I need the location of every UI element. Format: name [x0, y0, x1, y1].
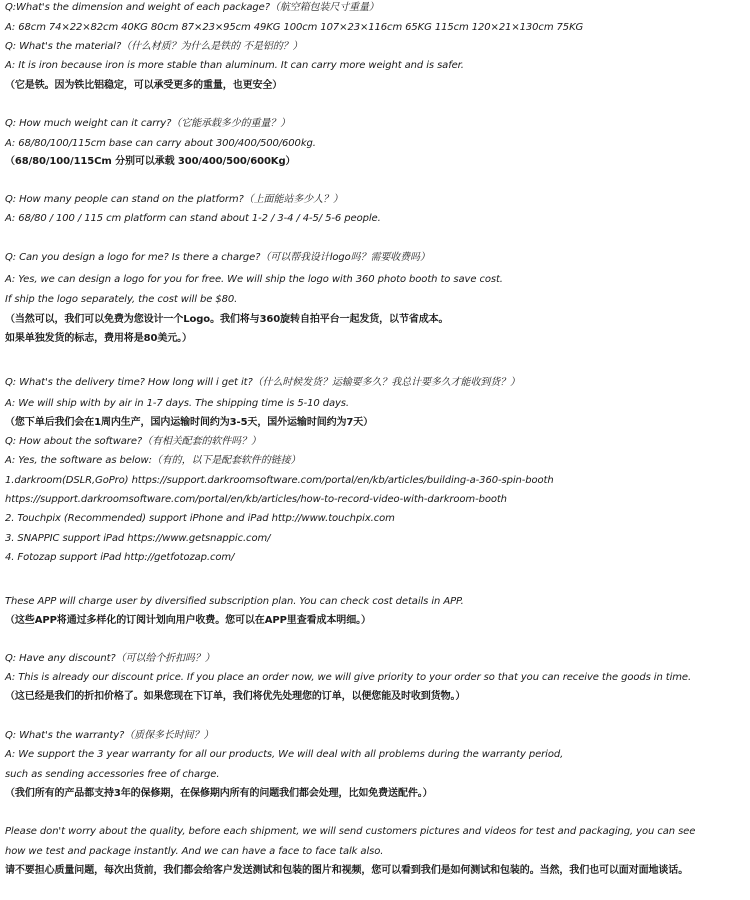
faq-answer-warranty-cont: such as sending accessories free of charge. [5, 769, 220, 780]
software-item-touchpix: 2. Touchpix (Recommended) support iPhone and iPad http://www.touchpix.com [5, 513, 395, 524]
software-item-darkroom: 1.darkroom(DSLR,GoPro) https://support.darkroomsoftware.com/portal/en/kb/articles/building-a-360-spin-booth [5, 475, 554, 486]
faq-answer-software: A: Yes, the software as below:（有的，以下是配套软件的链接） [5, 455, 301, 466]
quality-note-cont: how we test and package instantly. And we can have a face to face talk also. [5, 846, 384, 857]
faq-answer-logo-cn: （当然可以，我们可以免费为您设计一个Logo。我们将与360旋转自拍平台一起发货，以节省成本。 [5, 314, 449, 325]
faq-question-logo: Q: Can you design a logo for me? Is there a charge?（可以帮我设计logo吗？需要收费吗） [5, 252, 430, 263]
faq-question-people: Q: How many people can stand on the platform?（上面能站多少人？） [5, 194, 343, 205]
subscription-note: These APP will charge user by diversified subscription plan. You can check cost details in APP. [5, 596, 464, 607]
faq-answer-discount: A: This is already our discount price. If you place an order now, we will give priority to your order so that you can receive the goods in time. [5, 672, 692, 683]
subscription-note-cn: （这些APP将通过多样化的订阅计划向用户收费。您可以在APP里查看成本明细。） [5, 615, 371, 626]
faq-answer-logo-cost: If ship the logo separately, the cost will be $80. [5, 294, 238, 305]
quality-note: Please don't worry about the quality, before each shipment, we will send customers pictures and videos for test and packaging, you can see [5, 826, 696, 837]
faq-answer-people: A: 68/80 / 100 / 115 cm platform can stand about 1-2 / 3-4 / 4-5/ 5-6 people. [5, 213, 381, 224]
faq-answer-delivery-cn: （您下单后我们会在1周内生产，国内运输时间约为3-5天，国外运输时间约为7天） [5, 417, 374, 428]
faq-answer-delivery: A: We will ship with by air in 1-7 days. The shipping time is 5-10 days. [5, 398, 349, 409]
faq-answer-logo-cost-cn: 如果单独发货的标志，费用将是80美元。） [5, 333, 192, 344]
software-item-fotozap: 4. Fotozap support iPad http://getfotozap.com/ [5, 552, 235, 563]
faq-answer-warranty: A: We support the 3 year warranty for all our products, We will deal with all problems during the warranty period, [5, 749, 564, 760]
faq-answer-material-cn: （它是铁。因为铁比铝稳定，可以承受更多的重量，也更安全） [5, 80, 283, 91]
software-item-snappic: 3. SNAPPIC support iPad https://www.getsnappic.com/ [5, 533, 271, 544]
faq-answer-logo: A: Yes, we can design a logo for you for free. We will ship the logo with 360 photo booth to save cost. [5, 274, 503, 285]
faq-answer-dimension: A: 68cm 74×22×82cm 40KG 80cm 87×23×95cm 49KG 100cm 107×23×116cm 65KG 115cm 120×21×130cm 75KG [5, 22, 584, 33]
faq-answer-material: A: It is iron because iron is more stable than aluminum. It can carry more weight and is safer. [5, 60, 464, 71]
faq-answer-discount-cn: （这已经是我们的折扣价格了。如果您现在下订单，我们将优先处理您的订单，以便您能及时收到货物。） [5, 691, 466, 702]
faq-answer-weight-cn: （68/80/100/115Cm 分别可以承载 300/400/500/600Kg） [5, 156, 296, 167]
faq-question-software: Q: How about the software?（有相关配套的软件吗？） [5, 436, 261, 447]
faq-question-delivery: Q: What's the delivery time? How long will i get it?（什么时候发货？运输要多久？我总计要多久才能收到货？） [5, 377, 520, 388]
faq-question-weight: Q: How much weight can it carry?（它能承载多少的重量？） [5, 118, 291, 129]
faq-question-discount: Q: Have any discount?（可以给个折扣吗？） [5, 653, 215, 664]
faq-question-dimension: Q:What's the dimension and weight of each package?（航空箱包装尺寸重量） [5, 2, 379, 13]
quality-note-cn: 请不要担心质量问题，每次出货前，我们都会给客户发送测试和包装的图片和视频，您可以看到我们是如何测试和包装的。当然，我们也可以面对面地谈话。 [5, 865, 689, 876]
faq-answer-warranty-cn: （我们所有的产品都支持3年的保修期，在保修期内所有的问题我们都会处理，比如免费送配件。） [5, 788, 433, 799]
faq-answer-weight: A: 68/80/100/115cm base can carry about 300/400/500/600kg. [5, 138, 316, 149]
software-item-darkroom-link: https://support.darkroomsoftware.com/portal/en/kb/articles/how-to-record-video-with-darkroom-booth [5, 494, 507, 505]
faq-question-material: Q: What's the material?（什么材质？为什么是铁的 不是铝的？） [5, 41, 303, 52]
faq-question-warranty: Q: What's the warranty?（质保多长时间？） [5, 730, 214, 741]
